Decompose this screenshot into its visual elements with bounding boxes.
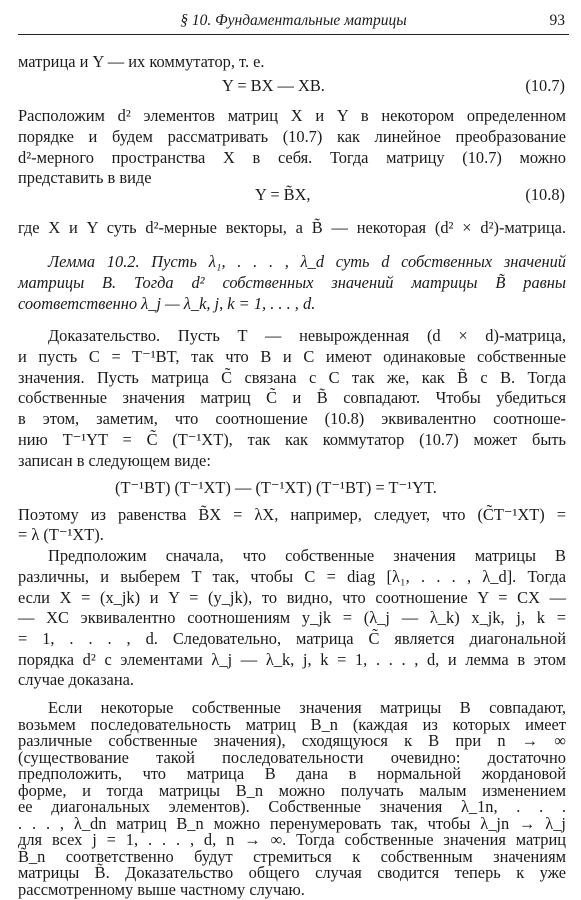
text-line: для всех j = 1, . . . , d, n → ∞. Тогда собственные значения матриц [18, 830, 566, 849]
text-line: различны, и выберем T так, чтобы C = diag [λ₁, . . . , λ_d]. Тогда [18, 567, 566, 586]
equation-number: (10.8) [525, 185, 565, 204]
lemma-line: матрицы B. Тогда d² собственных значений матрицы B̃ равны [18, 273, 566, 292]
header-title: § 10. Фундаментальные матрицы [180, 12, 407, 29]
text-line: возьмем последовательность матриц B_n (каждая из которых имеет [18, 715, 566, 734]
text-line: в этом, заметим, что соотношение (10.8) эквивалентно соотноше- [18, 409, 566, 428]
text-line: случае доказана. [18, 670, 134, 689]
lemma-line: соответственно λ_j — λ_k, j, k = 1, . . . , d. [18, 294, 316, 313]
text-line: матрица и Y — их коммутатор, т. е. [18, 52, 265, 71]
text-line: различные собственные значения), сходящуюся к B при n → ∞ [18, 731, 566, 750]
text-line: записан в следующем виде: [18, 451, 211, 470]
text-line: B̃_n соответственно будут стремиться к собственным значениям [18, 847, 566, 866]
text-line: если X = (x_jk) и Y = (y_jk), то видно, что соотношение Y = CX — [18, 588, 566, 607]
equation-10-7: Y = BX — XB. [222, 76, 325, 95]
text-line: ее диагональных элементов). Собственные значения λ_1n, . . . [18, 797, 566, 816]
text-line: (существование такой последовательности очевидно: достаточно [18, 748, 566, 767]
running-header [18, 8, 569, 35]
text-line: матрицы B̃. Доказательство общего случая сводится теперь к уже [18, 863, 566, 882]
text-line: предположить, что матрица B дана в нормальной жордановой [18, 764, 566, 783]
text-line: Предположим сначала, что собственные значения матрицы B [48, 546, 566, 565]
text-line: рассмотренному выше частному случаю. [18, 880, 305, 899]
text-line: порядка d² с элементами λ_j — λ_k, j, k = 1, . . . , d, и лемма в этом [18, 650, 566, 669]
text-line: d²-мерного пространства X в себя. Тогда матрицу (10.7) можно [18, 148, 566, 167]
text-line: нию T⁻¹YT = C̃ (T⁻¹XT), так как коммутатор (10.7) может быть [18, 430, 566, 449]
text-line: Доказательство. Пусть T — невырожденная (d × d)-матрица, [48, 326, 566, 345]
text-line: собственные значения матриц C̃ и B̃ совпадают. Чтобы убедиться [18, 388, 566, 407]
equation-number: (10.7) [525, 76, 565, 95]
equation-10-8: Y = B̃X, [255, 185, 311, 204]
text-line: где X и Y суть d²-мерные векторы, а B̃ — некоторая (d² × d²)-матрица. [18, 218, 566, 237]
text-line: и пусть C = T⁻¹BT, так что B и C имеют одинаковые собственные [18, 347, 566, 366]
text-line: = 1, . . . , d. Следовательно, матрица C̃ является диагональной [18, 629, 566, 648]
text-line: . . . , λ_dn матриц B_n можно перенумеровать так, чтобы λ_jn → λ_j [18, 814, 566, 833]
text-line: форме, и тогда матрицы B_n можно получать малым изменением [18, 781, 566, 800]
equation-commutator: (T⁻¹BT) (T⁻¹XT) — (T⁻¹XT) (T⁻¹BT) = T⁻¹YT. [115, 478, 437, 497]
text-line: Если некоторые собственные значения матрицы B совпадают, [48, 698, 566, 717]
text-line: представить в виде [18, 168, 152, 187]
text-line: значения. Пусть матрица C̃ связана с C так же, как B̃ с B. Тогда [18, 368, 566, 387]
text-line: = λ (T⁻¹XT). [18, 525, 104, 544]
page-number: 93 [549, 12, 565, 29]
text-line: Поэтому из равенства B̃X = λX, например, следует, что (C̃T⁻¹XT) = [18, 505, 566, 524]
lemma-line: Лемма 10.2. Пусть λ₁, . . . , λ_d суть d собственных значений [48, 252, 566, 271]
text-line: — XC эквивалентно соотношениям y_jk = (λ_j — λ_k) x_jk, j, k = [18, 608, 566, 627]
text-line: Расположим d² элементов матриц X и Y в некотором определенном [18, 106, 566, 125]
text-line: порядке и будем рассматривать (10.7) как линейное преобразование [18, 127, 566, 146]
